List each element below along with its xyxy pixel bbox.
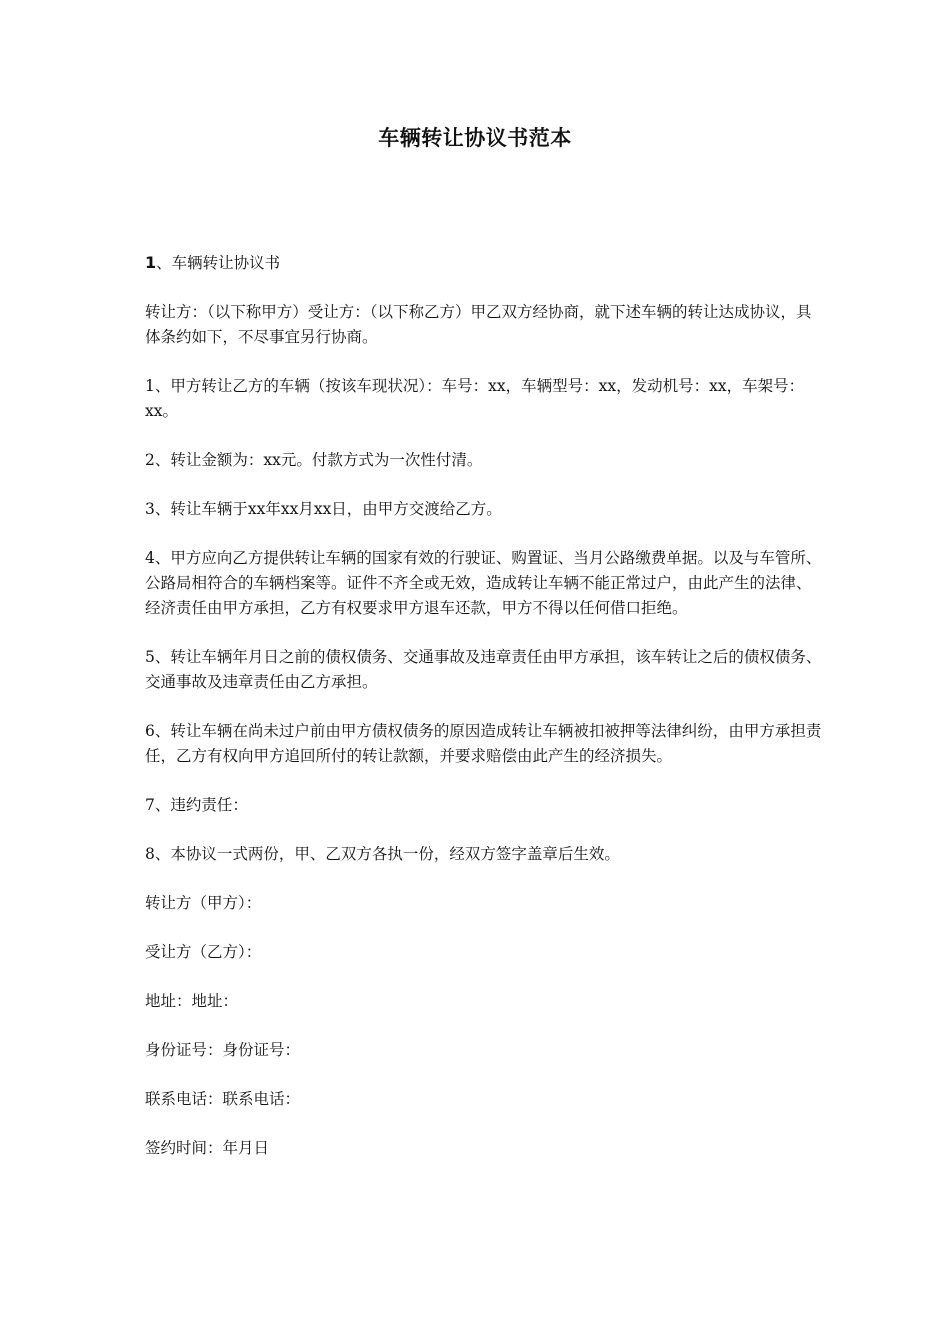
clause-5: 5、转让车辆年月日之前的债权债务、交通事故及违章责任由甲方承担，该车转让之后的债权债务、交通事故及违章责任由乙方承担。 — [145, 648, 822, 691]
transferor-field: 转让方（甲方）： — [145, 894, 262, 912]
clause-7: 7、违约责任： — [145, 796, 248, 814]
section-heading — [145, 250, 825, 276]
id-number-field: 身份证号：身份证号： — [145, 1041, 301, 1059]
phone-field: 联系电话：联系电话： — [145, 1090, 301, 1108]
section-heading-text: 、车辆转让协议书 — [156, 254, 281, 272]
clause-6: 6、转让车辆在尚未过户前由甲方债权债务的原因造成转让车辆被扣被押等法律纠纷，由甲方承担责任，乙方有权向甲方追回所付的转让款额，并要求赔偿由此产生的经济损失。 — [145, 722, 822, 765]
clause-4: 4、甲方应向乙方提供转让车辆的国家有效的行驶证、购置证、当月公路缴费单据。以及与车管所、公路局相符合的车辆档案等。证件不齐全或无效，造成转让车辆不能正常过户，由此产生的法律、经济责任由甲方承担，乙方有权要求甲方退车还款，甲方不得以任何借口拒绝。 — [145, 549, 822, 617]
document-body — [145, 250, 825, 1185]
address-field: 地址：地址： — [145, 992, 239, 1010]
paragraph-intro: 转让方：（以下称甲方）受让方：（以下称乙方）甲乙双方经协商，就下述车辆的转让达成协议，具体条约如下，不尽事宜另行协商。 — [145, 303, 812, 346]
section-number: 1 — [145, 253, 157, 272]
transferee-field: 受让方（乙方）： — [145, 943, 262, 961]
clause-3: 3、转让车辆于xx年xx月xx日，由甲方交渡给乙方。 — [145, 500, 502, 518]
clause-2: 2、转让金额为：xx元。付款方式为一次性付清。 — [145, 451, 483, 469]
clause-8: 8、本协议一式两份，甲、乙双方各执一份，经双方签字盖章后生效。 — [145, 845, 620, 863]
signing-date-field: 签约时间：年月日 — [145, 1139, 270, 1157]
clause-1: 1、甲方转让乙方的车辆（按该车现状况）：车号：xx，车辆型号：xx，发动机号：xx，车架号：xx。 — [145, 377, 805, 420]
document-title: 车辆转让协议书范本 — [378, 126, 572, 150]
